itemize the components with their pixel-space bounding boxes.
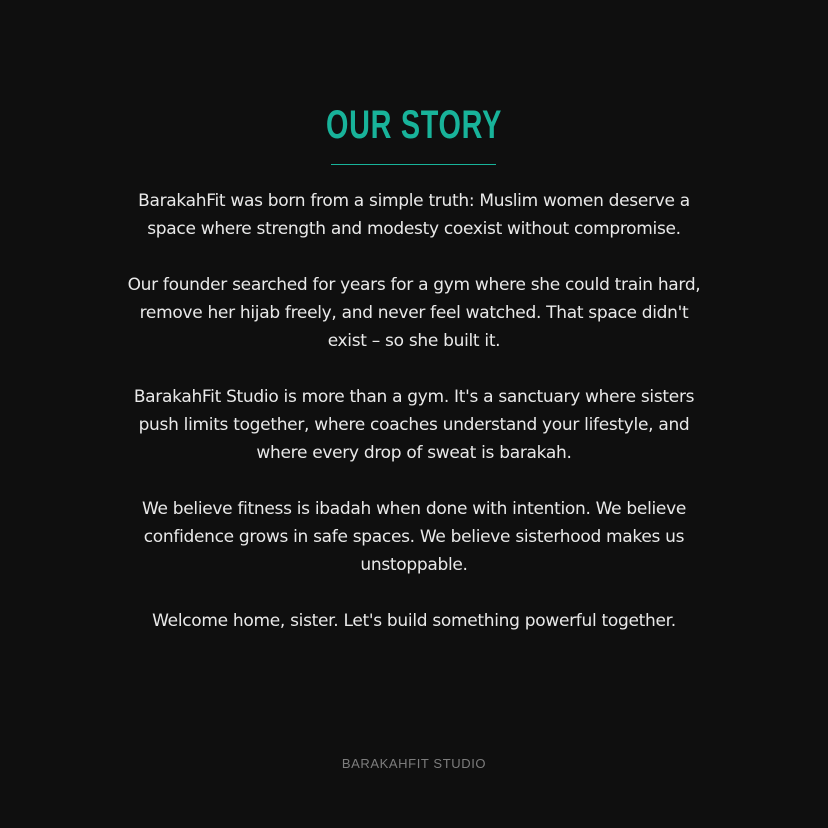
story-paragraph: BarakahFit was born from a simple truth: Muslim women deserve a space where strength and modesty coexist without compromise.	[138, 191, 690, 239]
story-paragraph: Our founder searched for years for a gym where she could train hard, remove her hijab freely, and never feel watched. That space didn't exist – so she built it.	[127, 275, 701, 351]
story-paragraph: BarakahFit Studio is more than a gym. It's a sanctuary where sisters push limits together, where coaches understand your lifestyle, and where every drop of sweat is barakah.	[133, 387, 695, 463]
title-divider	[331, 164, 496, 165]
story-paragraph: We believe fitness is ibadah when done with intention. We believe confidence grows in safe spaces. We believe sisterhood makes us unstoppable.	[141, 499, 687, 575]
story-body	[118, 187, 710, 663]
story-paragraph: Welcome home, sister. Let's build something powerful together.	[152, 611, 676, 631]
footer-brand: BARAKAHFIT STUDIO	[341, 756, 487, 771]
page-title: OUR STORY	[325, 103, 503, 147]
